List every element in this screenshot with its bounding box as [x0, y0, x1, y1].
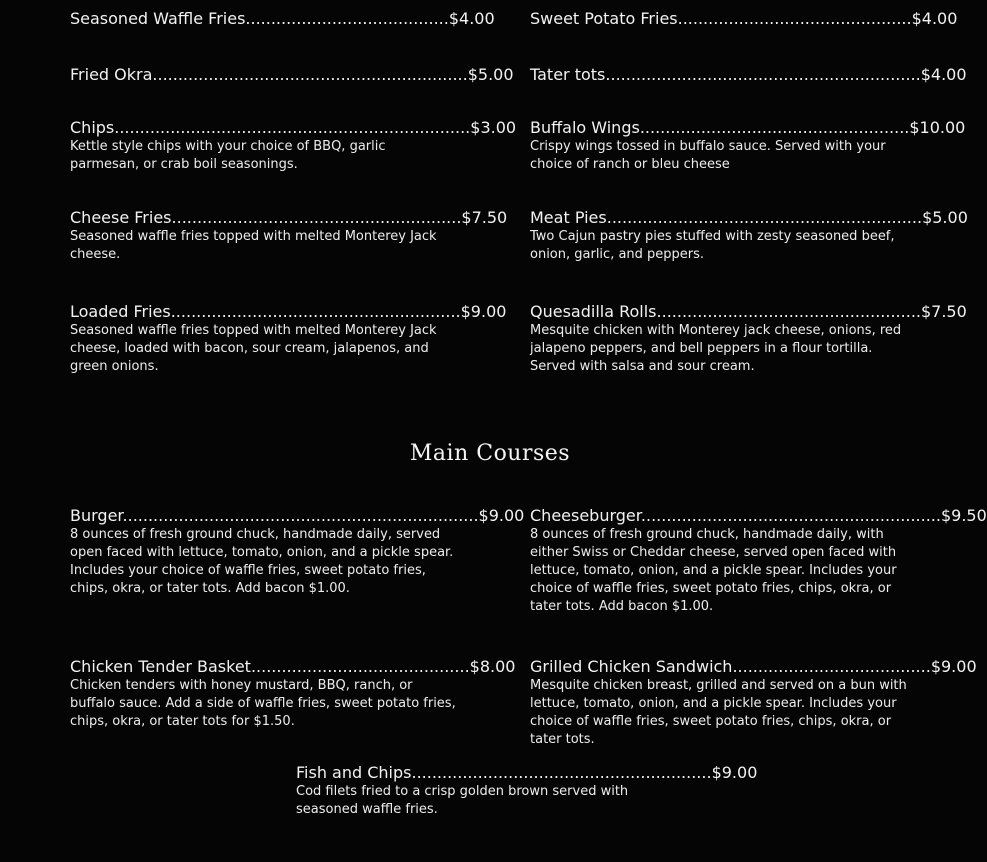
menu-item-cheeseburger	[530, 506, 987, 616]
item-price: $5.00	[467, 65, 514, 84]
item-name: Sweet Potato Fries	[530, 9, 678, 28]
item-price: $4.00	[920, 65, 967, 84]
item-price: $9.00	[460, 302, 507, 321]
item-description: Kettle style chips with your choice of BBQ, garlic parmesan, or crab boil seasonings.	[70, 139, 386, 172]
item-name: Burger	[70, 506, 123, 525]
item-description: Chicken tenders with honey mustard, BBQ, ranch, or buffalo sauce. Add a side of waffle fries, sweet potato fries, chips, okra, or tater tots for $1.50.	[70, 678, 456, 729]
item-title-line	[530, 657, 977, 677]
item-title-line	[530, 302, 967, 322]
item-price: $10.00	[909, 118, 966, 137]
leader-dots: ........................................	[245, 9, 449, 28]
menu-item-tater-tots	[530, 65, 967, 85]
menu-item-sweet-potato-fries	[530, 9, 958, 29]
item-price: $5.00	[922, 208, 968, 227]
leader-dots: ..............................................................	[606, 208, 923, 227]
item-title-line	[530, 65, 967, 85]
menu-item-chicken-tender-basket	[70, 657, 516, 731]
item-description: Cod filets fried to a crisp golden brown served with seasoned waffle fries.	[296, 784, 629, 817]
item-name: Cheeseburger	[530, 506, 641, 525]
item-description: Mesquite chicken breast, grilled and served on a bun with lettuce, tomato, onion, and a pickle spear. Includes your choice of waffle fries, sweet potato fries, chips, okra, or tater tots.	[530, 678, 907, 747]
leader-dots: ...........................................................	[411, 763, 712, 782]
item-price: $4.00	[911, 9, 958, 28]
item-title-line	[530, 208, 968, 228]
item-price: $7.50	[461, 208, 508, 227]
leader-dots: ...........................................	[250, 657, 470, 676]
menu-item-chips	[70, 118, 517, 174]
item-title-line	[530, 9, 958, 29]
item-name: Buffalo Wings	[530, 118, 640, 137]
item-description: Mesquite chicken with Monterey jack cheese, onions, red jalapeno peppers, and bell peppers in a flour tortilla. Served with salsa and sour cream.	[530, 323, 902, 374]
item-price: $9.00	[711, 763, 758, 782]
item-description: Seasoned waffle fries topped with melted Monterey Jack cheese, loaded with bacon, sour cream, jalapenos, and green onions.	[70, 323, 437, 374]
item-price: $7.50	[920, 302, 967, 321]
item-name: Loaded Fries	[70, 302, 171, 321]
menu-item-grilled-chicken-sandwich	[530, 657, 977, 749]
item-name: Cheese Fries	[70, 208, 172, 227]
item-price: $9.00	[478, 506, 525, 525]
leader-dots: .....................................................	[639, 118, 910, 137]
item-name: Grilled Chicken Sandwich	[530, 657, 733, 676]
item-title-line	[530, 506, 987, 526]
item-name: Chips	[70, 118, 115, 137]
menu-item-buffalo-wings	[530, 118, 966, 174]
item-name: Quesadilla Rolls	[530, 302, 657, 321]
menu-item-seasoned-waffle-fries	[70, 9, 495, 29]
leader-dots: .........................................................	[170, 302, 461, 321]
item-title-line	[70, 657, 516, 677]
leader-dots: ...........................................................	[640, 506, 941, 525]
item-price: $9.50	[940, 506, 987, 525]
item-name: Fish and Chips	[296, 763, 412, 782]
leader-dots: ....................................................	[656, 302, 921, 321]
leader-dots: ..............................................................	[152, 65, 468, 84]
section-title-main-courses: Main Courses	[409, 441, 571, 466]
item-description: Crispy wings tossed in buffalo sauce. Served with your choice of ranch or bleu cheese	[530, 139, 886, 172]
menu-item-burger	[70, 506, 525, 598]
item-name: Seasoned Waffle Fries	[70, 9, 246, 28]
item-title-line	[296, 763, 758, 783]
item-title-line	[70, 9, 495, 29]
item-description: 8 ounces of fresh ground chuck, handmade daily, served open faced with lettuce, tomato, onion, and a pickle spear. Includes your choice of waffle fries, sweet potato fries, chips, okra, or tater tots. Add bacon $1.00.	[70, 527, 454, 596]
menu-item-quesadilla-rolls	[530, 302, 967, 376]
leader-dots: ..............................................................	[605, 65, 921, 84]
item-price: $9.00	[930, 657, 977, 676]
item-title-line	[530, 118, 966, 138]
item-title-line	[70, 65, 514, 85]
menu-item-fish-and-chips	[296, 763, 758, 819]
menu-item-fried-okra	[70, 65, 514, 85]
menu-item-meat-pies	[530, 208, 968, 264]
item-price: $3.00	[470, 118, 517, 137]
item-title-line	[70, 208, 508, 228]
item-price: $8.00	[469, 657, 516, 676]
item-name: Fried Okra	[70, 65, 153, 84]
item-name: Chicken Tender Basket	[70, 657, 251, 676]
menu-item-loaded-fries	[70, 302, 507, 376]
item-description: 8 ounces of fresh ground chuck, handmade daily, with either Swiss or Cheddar cheese, served open faced with lettuce, tomato, onion, and a pickle spear. Includes your choice of waffle fries, sweet potato fries, chips, okra, or tater tots. Add bacon $1.00.	[530, 527, 897, 614]
item-description: Seasoned waffle fries topped with melted Monterey Jack cheese.	[70, 229, 437, 262]
item-title-line	[70, 302, 507, 322]
menu-item-cheese-fries	[70, 208, 508, 264]
leader-dots: ......................................................................	[122, 506, 479, 525]
leader-dots: .........................................................	[171, 208, 462, 227]
item-price: $4.00	[448, 9, 495, 28]
leader-dots: ..............................................	[677, 9, 912, 28]
leader-dots: .......................................	[732, 657, 931, 676]
item-name: Meat Pies	[530, 208, 607, 227]
item-name: Tater tots	[530, 65, 606, 84]
item-title-line	[70, 118, 517, 138]
leader-dots: ......................................................................	[114, 118, 471, 137]
item-title-line	[70, 506, 525, 526]
item-description: Two Cajun pastry pies stuffed with zesty seasoned beef, onion, garlic, and peppers.	[530, 229, 895, 262]
